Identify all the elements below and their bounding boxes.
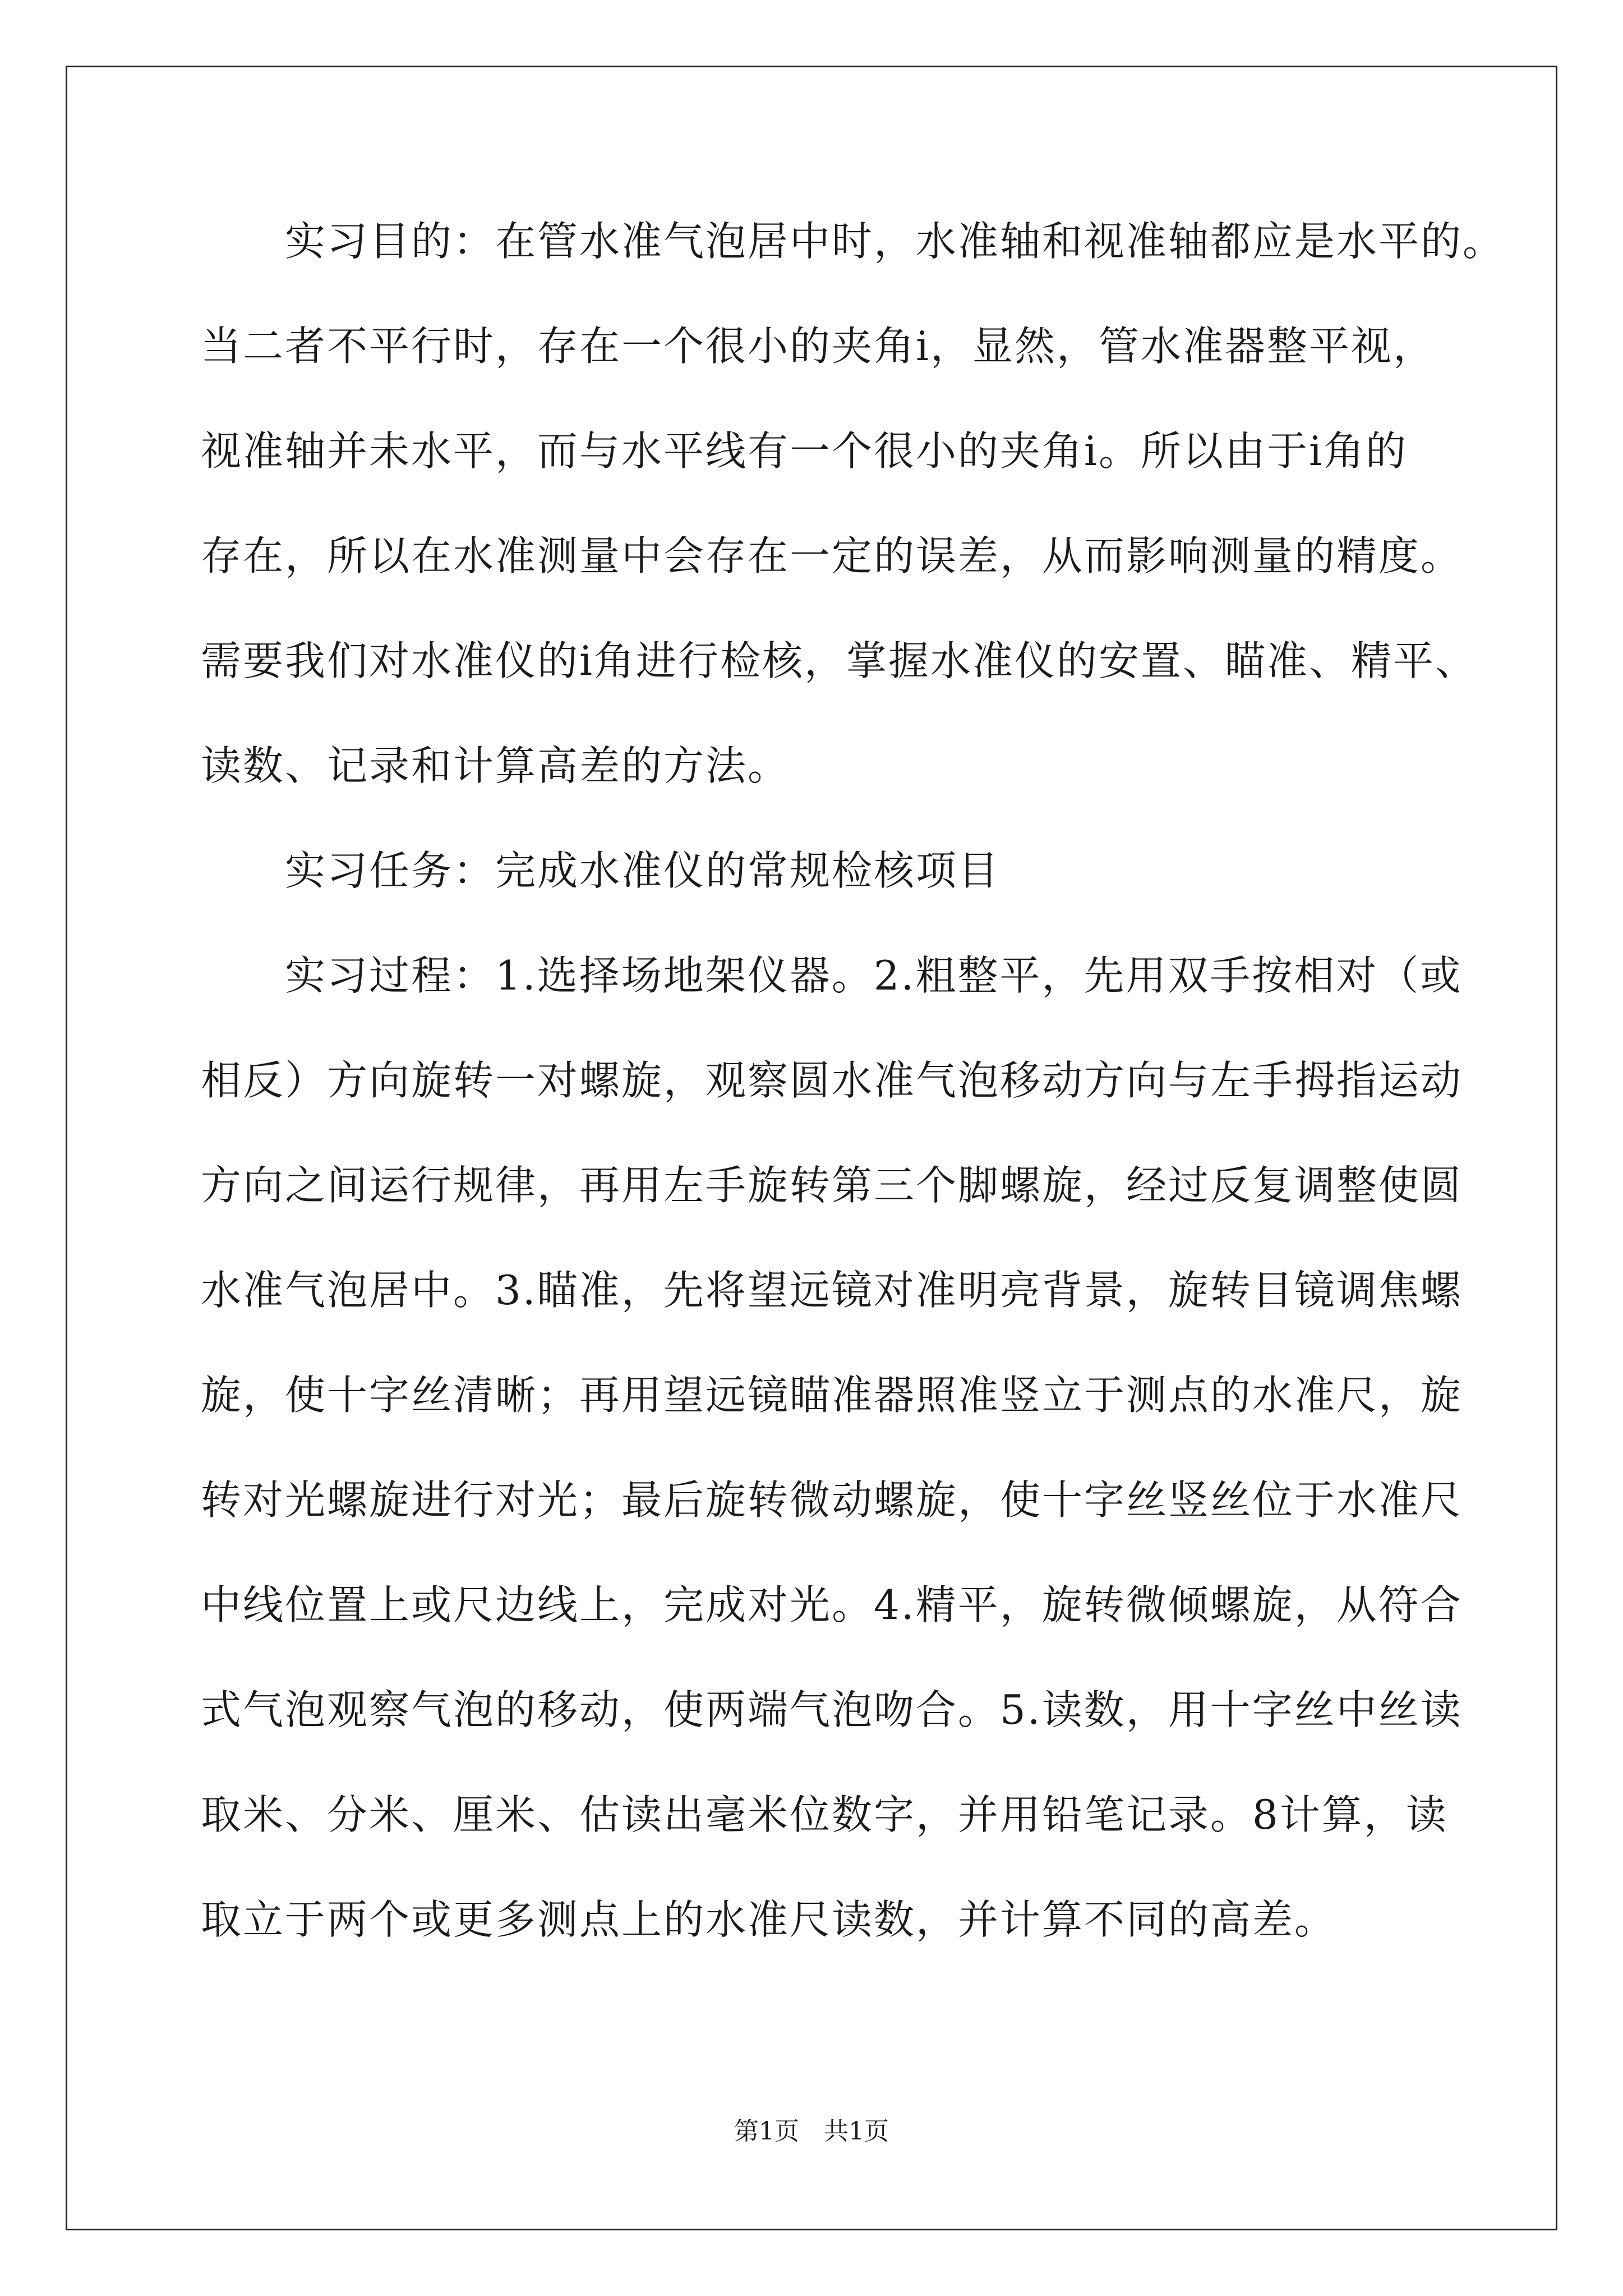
text-line: 取米、分米、厘米、估读出毫米位数字，并用铅笔记录。8计算，读 bbox=[201, 1791, 1448, 1838]
text-line: 方向之间运行规律，再用左手旋转第三个脚螺旋，经过反复调整使圆 bbox=[201, 1162, 1463, 1209]
text-line: 中线位置上或尺边线上，完成对光。4.精平，旋转微倾螺旋，从符合 bbox=[201, 1581, 1463, 1628]
text-line: 需要我们对水准仪的i角进行检核，掌握水准仪的安置、瞄准、精平、 bbox=[201, 637, 1478, 684]
text-line: 视准轴并未水平，而与水平线有一个很小的夹角i。所以由于i角的 bbox=[201, 427, 1408, 475]
text-line: 实习任务：完成水准仪的常规检核项目 bbox=[201, 847, 1000, 894]
text-line: 相反）方向旋转一对螺旋，观察圆水准气泡移动方向与左手拇指运动 bbox=[201, 1057, 1463, 1104]
text-line: 取立于两个或更多测点上的水准尺读数，并计算不同的高差。 bbox=[201, 1896, 1337, 1943]
text-line: 式气泡观察气泡的移动，使两端气泡吻合。5.读数，用十字丝中丝读 bbox=[201, 1686, 1463, 1733]
text-line: 读数、记录和计算高差的方法。 bbox=[201, 742, 790, 789]
text-line: 转对光螺旋进行对光；最后旋转微动螺旋，使十字丝竖丝位于水准尺 bbox=[201, 1476, 1463, 1524]
text-line: 水准气泡居中。3.瞄准，先将望远镜对准明亮背景，旋转目镜调焦螺 bbox=[201, 1267, 1463, 1314]
page-number: 第1页 共1页 bbox=[734, 2117, 889, 2146]
text-line: 实习目的：在管水准气泡居中时，水准轴和视准轴都应是水平的。 bbox=[201, 218, 1505, 265]
text-line: 旋，使十字丝清晰；再用望远镜瞄准器照准竖立于测点的水准尺，旋 bbox=[201, 1372, 1463, 1419]
text-line: 存在，所以在水准测量中会存在一定的误差，从而影响测量的精度。 bbox=[201, 532, 1463, 579]
text-line: 实习过程：1.选择场地架仪器。2.粗整平，先用双手按相对（或 bbox=[201, 952, 1463, 999]
text-line: 当二者不平行时，存在一个很小的夹角i，显然，管水准器整平视， bbox=[201, 323, 1436, 370]
